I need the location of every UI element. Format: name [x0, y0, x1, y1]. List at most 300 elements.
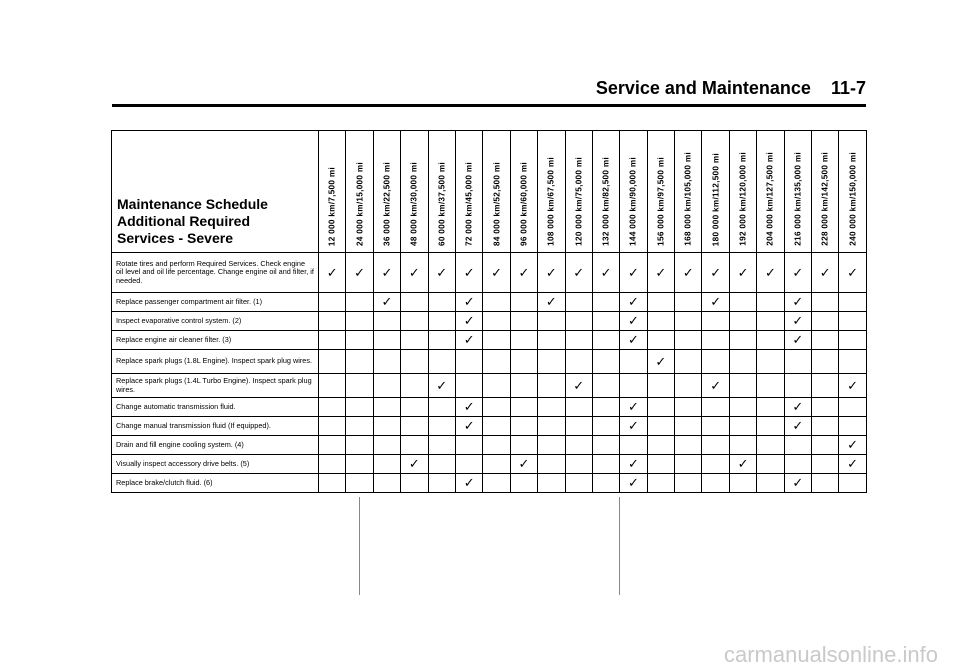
check-icon: ✓ — [573, 265, 585, 281]
schedule-cell — [729, 417, 756, 436]
schedule-cell — [510, 293, 537, 312]
service-description: Change automatic transmission fluid. — [112, 398, 319, 417]
service-description: Drain and fill engine cooling system. (4) — [112, 436, 319, 455]
schedule-cell — [675, 455, 702, 474]
schedule-cell — [812, 293, 839, 312]
schedule-cell — [483, 455, 510, 474]
schedule-cell — [373, 417, 400, 436]
schedule-cell — [812, 350, 839, 374]
schedule-cell — [702, 331, 729, 350]
schedule-cell — [455, 474, 482, 493]
schedule-cell — [565, 350, 592, 374]
schedule-cell — [455, 350, 482, 374]
schedule-cell — [510, 436, 537, 455]
schedule-cell — [675, 312, 702, 331]
check-icon: ✓ — [354, 265, 366, 281]
schedule-cell — [839, 374, 866, 398]
schedule-cell — [675, 417, 702, 436]
check-icon: ✓ — [573, 378, 585, 394]
schedule-cell — [428, 436, 455, 455]
schedule-cell — [757, 436, 784, 455]
schedule-cell — [675, 474, 702, 493]
check-icon: ✓ — [792, 400, 804, 415]
schedule-cell — [620, 312, 647, 331]
service-description: Change manual transmission fluid (If equipped). — [112, 417, 319, 436]
interval-label: 156 000 km/97,500 mi — [656, 157, 666, 246]
interval-header — [538, 131, 565, 253]
schedule-cell — [592, 455, 619, 474]
schedule-cell — [538, 455, 565, 474]
schedule-cell — [373, 398, 400, 417]
schedule-cell — [812, 331, 839, 350]
schedule-cell — [729, 455, 756, 474]
schedule-cell — [483, 312, 510, 331]
schedule-cell — [483, 331, 510, 350]
schedule-cell — [319, 253, 346, 293]
interval-header — [373, 131, 400, 253]
schedule-cell — [319, 293, 346, 312]
check-icon: ✓ — [792, 265, 804, 281]
schedule-cell — [510, 350, 537, 374]
schedule-cell — [428, 293, 455, 312]
schedule-cell — [538, 436, 565, 455]
schedule-cell — [510, 455, 537, 474]
schedule-cell — [373, 455, 400, 474]
schedule-cell — [812, 312, 839, 331]
interval-header — [565, 131, 592, 253]
schedule-cell — [702, 474, 729, 493]
service-description: Replace brake/clutch fluid. (6) — [112, 474, 319, 493]
schedule-cell — [757, 331, 784, 350]
schedule-cell — [510, 417, 537, 436]
table-title-line: Services - Severe — [117, 230, 233, 246]
schedule-cell — [675, 398, 702, 417]
schedule-cell — [373, 331, 400, 350]
check-icon: ✓ — [819, 265, 831, 281]
schedule-cell — [592, 293, 619, 312]
check-icon: ✓ — [847, 438, 859, 453]
check-icon: ✓ — [463, 419, 475, 434]
schedule-cell — [812, 455, 839, 474]
page-header — [112, 78, 866, 107]
check-icon: ✓ — [463, 333, 475, 348]
schedule-cell — [839, 331, 866, 350]
schedule-cell — [373, 436, 400, 455]
schedule-cell — [729, 253, 756, 293]
schedule-cell — [346, 253, 373, 293]
interval-label: 228 000 km/142,500 mi — [820, 152, 830, 246]
schedule-cell — [373, 374, 400, 398]
table-row — [112, 293, 867, 312]
schedule-cell — [839, 417, 866, 436]
schedule-cell — [565, 474, 592, 493]
schedule-cell — [592, 474, 619, 493]
schedule-cell — [510, 374, 537, 398]
schedule-cell — [346, 455, 373, 474]
schedule-cell — [784, 293, 811, 312]
check-icon: ✓ — [655, 354, 667, 370]
schedule-cell — [620, 374, 647, 398]
schedule-cell — [401, 312, 428, 331]
check-icon: ✓ — [792, 295, 804, 310]
table-row — [112, 474, 867, 493]
schedule-cell — [675, 374, 702, 398]
schedule-cell — [510, 398, 537, 417]
check-icon: ✓ — [792, 419, 804, 434]
schedule-cell — [592, 350, 619, 374]
schedule-cell — [346, 350, 373, 374]
schedule-cell — [702, 417, 729, 436]
check-icon: ✓ — [381, 265, 393, 281]
schedule-cell — [319, 374, 346, 398]
schedule-cell — [483, 350, 510, 374]
schedule-cell — [592, 417, 619, 436]
schedule-cell — [784, 436, 811, 455]
schedule-cell — [784, 331, 811, 350]
schedule-cell — [620, 293, 647, 312]
schedule-cell — [346, 417, 373, 436]
schedule-cell — [373, 312, 400, 331]
schedule-cell — [565, 455, 592, 474]
check-icon: ✓ — [737, 457, 749, 472]
schedule-cell — [620, 253, 647, 293]
schedule-cell — [510, 312, 537, 331]
service-description: Inspect evaporative control system. (2) — [112, 312, 319, 331]
schedule-cell — [702, 293, 729, 312]
schedule-cell — [319, 474, 346, 493]
schedule-cell — [428, 455, 455, 474]
check-icon: ✓ — [628, 265, 639, 281]
schedule-cell — [757, 253, 784, 293]
interval-header — [729, 131, 756, 253]
schedule-cell — [839, 293, 866, 312]
interval-header — [757, 131, 784, 253]
service-description: Replace passenger compartment air filter. (1) — [112, 293, 319, 312]
schedule-cell — [757, 417, 784, 436]
schedule-cell — [455, 293, 482, 312]
schedule-cell — [455, 398, 482, 417]
schedule-cell — [647, 374, 674, 398]
schedule-cell — [373, 253, 400, 293]
interval-label: 48 000 km/30,000 mi — [409, 162, 419, 246]
check-icon: ✓ — [408, 457, 420, 472]
schedule-cell — [401, 474, 428, 493]
schedule-cell — [401, 417, 428, 436]
schedule-cell — [455, 455, 482, 474]
schedule-cell — [647, 455, 674, 474]
table-title-line: Additional Required — [117, 213, 250, 229]
schedule-cell — [455, 374, 482, 398]
schedule-cell — [538, 398, 565, 417]
schedule-cell — [784, 312, 811, 331]
schedule-cell — [757, 350, 784, 374]
interval-label: 84 000 km/52,500 mi — [492, 162, 502, 246]
check-icon: ✓ — [463, 295, 475, 310]
schedule-cell — [319, 455, 346, 474]
table-row — [112, 417, 867, 436]
schedule-cell — [483, 398, 510, 417]
interval-header — [319, 131, 346, 253]
service-description: Rotate tires and perform Required Services. Check engine oil level and oil life percentage. Change engine oil and filter, if needed. — [112, 253, 319, 293]
interval-label: 72 000 km/45,000 mi — [464, 162, 474, 246]
interval-header — [592, 131, 619, 253]
schedule-cell — [784, 398, 811, 417]
schedule-cell — [401, 455, 428, 474]
page-divider-left — [359, 497, 360, 595]
check-icon: ✓ — [491, 265, 502, 281]
interval-label: 216 000 km/135,000 mi — [793, 152, 803, 246]
schedule-cell — [538, 417, 565, 436]
schedule-cell — [565, 398, 592, 417]
check-icon: ✓ — [710, 295, 722, 310]
schedule-cell — [839, 312, 866, 331]
schedule-cell — [538, 374, 565, 398]
interval-label: 144 000 km/90,000 mi — [628, 157, 638, 246]
maintenance-schedule-table — [111, 130, 867, 493]
schedule-cell — [784, 474, 811, 493]
schedule-cell — [346, 331, 373, 350]
interval-label: 240 000 km/150,000 mi — [848, 152, 858, 246]
check-icon: ✓ — [792, 476, 804, 491]
schedule-cell — [428, 474, 455, 493]
schedule-cell — [565, 374, 592, 398]
schedule-cell — [428, 331, 455, 350]
interval-header — [702, 131, 729, 253]
table-row — [112, 436, 867, 455]
schedule-cell — [675, 350, 702, 374]
check-icon: ✓ — [628, 333, 639, 348]
check-icon: ✓ — [737, 265, 749, 281]
check-icon: ✓ — [628, 314, 639, 329]
schedule-cell — [592, 398, 619, 417]
schedule-cell — [592, 312, 619, 331]
schedule-cell — [346, 436, 373, 455]
table-row — [112, 253, 867, 293]
schedule-cell — [538, 350, 565, 374]
schedule-cell — [565, 312, 592, 331]
schedule-cell — [565, 331, 592, 350]
schedule-cell — [483, 436, 510, 455]
table-row — [112, 374, 867, 398]
interval-header — [620, 131, 647, 253]
schedule-cell — [702, 253, 729, 293]
schedule-cell — [620, 398, 647, 417]
schedule-cell — [565, 293, 592, 312]
schedule-cell — [592, 436, 619, 455]
interval-label: 36 000 km/22,500 mi — [382, 162, 392, 246]
check-icon: ✓ — [518, 265, 530, 281]
check-icon: ✓ — [792, 333, 804, 348]
schedule-cell — [757, 398, 784, 417]
service-description: Replace spark plugs (1.4L Turbo Engine). Inspect spark plug wires. — [112, 374, 319, 398]
check-icon: ✓ — [628, 457, 639, 472]
interval-header — [510, 131, 537, 253]
schedule-cell — [455, 331, 482, 350]
check-icon: ✓ — [847, 265, 859, 281]
interval-header — [483, 131, 510, 253]
table-row — [112, 455, 867, 474]
schedule-cell — [373, 474, 400, 493]
schedule-cell — [373, 293, 400, 312]
schedule-cell — [647, 417, 674, 436]
schedule-cell — [675, 293, 702, 312]
schedule-cell — [565, 436, 592, 455]
schedule-cell — [346, 293, 373, 312]
schedule-cell — [401, 350, 428, 374]
schedule-cell — [702, 350, 729, 374]
schedule-cell — [702, 436, 729, 455]
interval-label: 60 000 km/37,500 mi — [437, 162, 447, 246]
check-icon: ✓ — [655, 265, 667, 281]
table-row — [112, 312, 867, 331]
schedule-cell — [620, 331, 647, 350]
schedule-cell — [428, 417, 455, 436]
check-icon: ✓ — [518, 457, 530, 472]
schedule-cell — [510, 331, 537, 350]
schedule-cell — [812, 374, 839, 398]
check-icon: ✓ — [600, 265, 612, 281]
schedule-cell — [757, 455, 784, 474]
schedule-cell — [455, 436, 482, 455]
schedule-cell — [510, 474, 537, 493]
schedule-cell — [538, 331, 565, 350]
schedule-cell — [729, 350, 756, 374]
schedule-cell — [319, 417, 346, 436]
schedule-cell — [428, 374, 455, 398]
schedule-cell — [401, 398, 428, 417]
interval-header — [346, 131, 373, 253]
schedule-cell — [839, 350, 866, 374]
schedule-cell — [428, 350, 455, 374]
schedule-cell — [401, 293, 428, 312]
check-icon: ✓ — [463, 314, 475, 329]
interval-label: 192 000 km/120,000 mi — [738, 152, 748, 246]
schedule-cell — [729, 312, 756, 331]
check-icon: ✓ — [792, 314, 804, 329]
schedule-cell — [647, 293, 674, 312]
page-number: 11-7 — [830, 78, 866, 98]
schedule-cell — [538, 312, 565, 331]
schedule-cell — [510, 253, 537, 293]
check-icon: ✓ — [847, 457, 859, 472]
check-icon: ✓ — [545, 295, 557, 310]
schedule-cell — [620, 350, 647, 374]
schedule-cell — [620, 417, 647, 436]
schedule-cell — [784, 350, 811, 374]
check-icon: ✓ — [710, 265, 722, 281]
schedule-cell — [702, 374, 729, 398]
schedule-cell — [675, 253, 702, 293]
schedule-cell — [729, 374, 756, 398]
check-icon: ✓ — [628, 419, 639, 434]
schedule-cell — [455, 417, 482, 436]
interval-label: 120 000 km/75,000 mi — [574, 157, 584, 246]
schedule-cell — [839, 455, 866, 474]
schedule-cell — [729, 398, 756, 417]
schedule-cell — [729, 331, 756, 350]
table-row — [112, 350, 867, 374]
check-icon: ✓ — [710, 378, 722, 394]
interval-label: 108 000 km/67,500 mi — [546, 157, 556, 246]
interval-header — [647, 131, 674, 253]
schedule-cell — [620, 455, 647, 474]
schedule-cell — [401, 331, 428, 350]
schedule-cell — [647, 350, 674, 374]
schedule-cell — [757, 293, 784, 312]
check-icon: ✓ — [436, 378, 448, 394]
check-icon: ✓ — [436, 265, 448, 281]
schedule-cell — [757, 474, 784, 493]
schedule-cell — [483, 293, 510, 312]
schedule-cell — [319, 398, 346, 417]
schedule-cell — [620, 474, 647, 493]
check-icon: ✓ — [764, 265, 776, 281]
schedule-cell — [702, 398, 729, 417]
interval-header — [455, 131, 482, 253]
schedule-cell — [812, 474, 839, 493]
interval-header — [675, 131, 702, 253]
service-description: Replace spark plugs (1.8L Engine). Inspect spark plug wires. — [112, 350, 319, 374]
schedule-cell — [455, 312, 482, 331]
schedule-cell — [346, 312, 373, 331]
schedule-cell — [647, 312, 674, 331]
schedule-cell — [428, 312, 455, 331]
schedule-cell — [812, 436, 839, 455]
schedule-cell — [702, 312, 729, 331]
schedule-cell — [729, 474, 756, 493]
interval-label: 168 000 km/105,000 mi — [683, 152, 693, 246]
section-title: Service and Maintenance — [595, 78, 811, 98]
check-icon: ✓ — [408, 265, 420, 281]
schedule-cell — [839, 398, 866, 417]
schedule-cell — [729, 293, 756, 312]
interval-label: 12 000 km/7,500 mi — [327, 166, 337, 246]
check-icon: ✓ — [628, 295, 639, 310]
interval-header — [428, 131, 455, 253]
schedule-cell — [812, 398, 839, 417]
interval-header — [812, 131, 839, 253]
schedule-cell — [346, 398, 373, 417]
schedule-cell — [428, 253, 455, 293]
check-icon: ✓ — [545, 265, 557, 281]
check-icon: ✓ — [381, 295, 393, 310]
interval-header — [839, 131, 866, 253]
schedule-cell — [401, 436, 428, 455]
schedule-cell — [647, 474, 674, 493]
schedule-cell — [483, 474, 510, 493]
check-icon: ✓ — [682, 265, 694, 281]
schedule-cell — [455, 253, 482, 293]
schedule-cell — [373, 350, 400, 374]
schedule-cell — [702, 455, 729, 474]
interval-label: 24 000 km/15,000 mi — [355, 162, 365, 246]
schedule-cell — [538, 474, 565, 493]
schedule-cell — [346, 474, 373, 493]
table-row — [112, 331, 867, 350]
check-icon: ✓ — [463, 400, 475, 415]
schedule-cell — [757, 374, 784, 398]
table-title — [112, 131, 319, 253]
check-icon: ✓ — [847, 378, 859, 394]
schedule-cell — [620, 436, 647, 455]
interval-header — [784, 131, 811, 253]
check-icon: ✓ — [463, 476, 475, 491]
watermark: carmanualsonline.info — [723, 642, 938, 667]
interval-label: 180 000 km/112,500 mi — [711, 152, 721, 246]
schedule-cell — [401, 374, 428, 398]
schedule-cell — [592, 374, 619, 398]
schedule-cell — [592, 331, 619, 350]
